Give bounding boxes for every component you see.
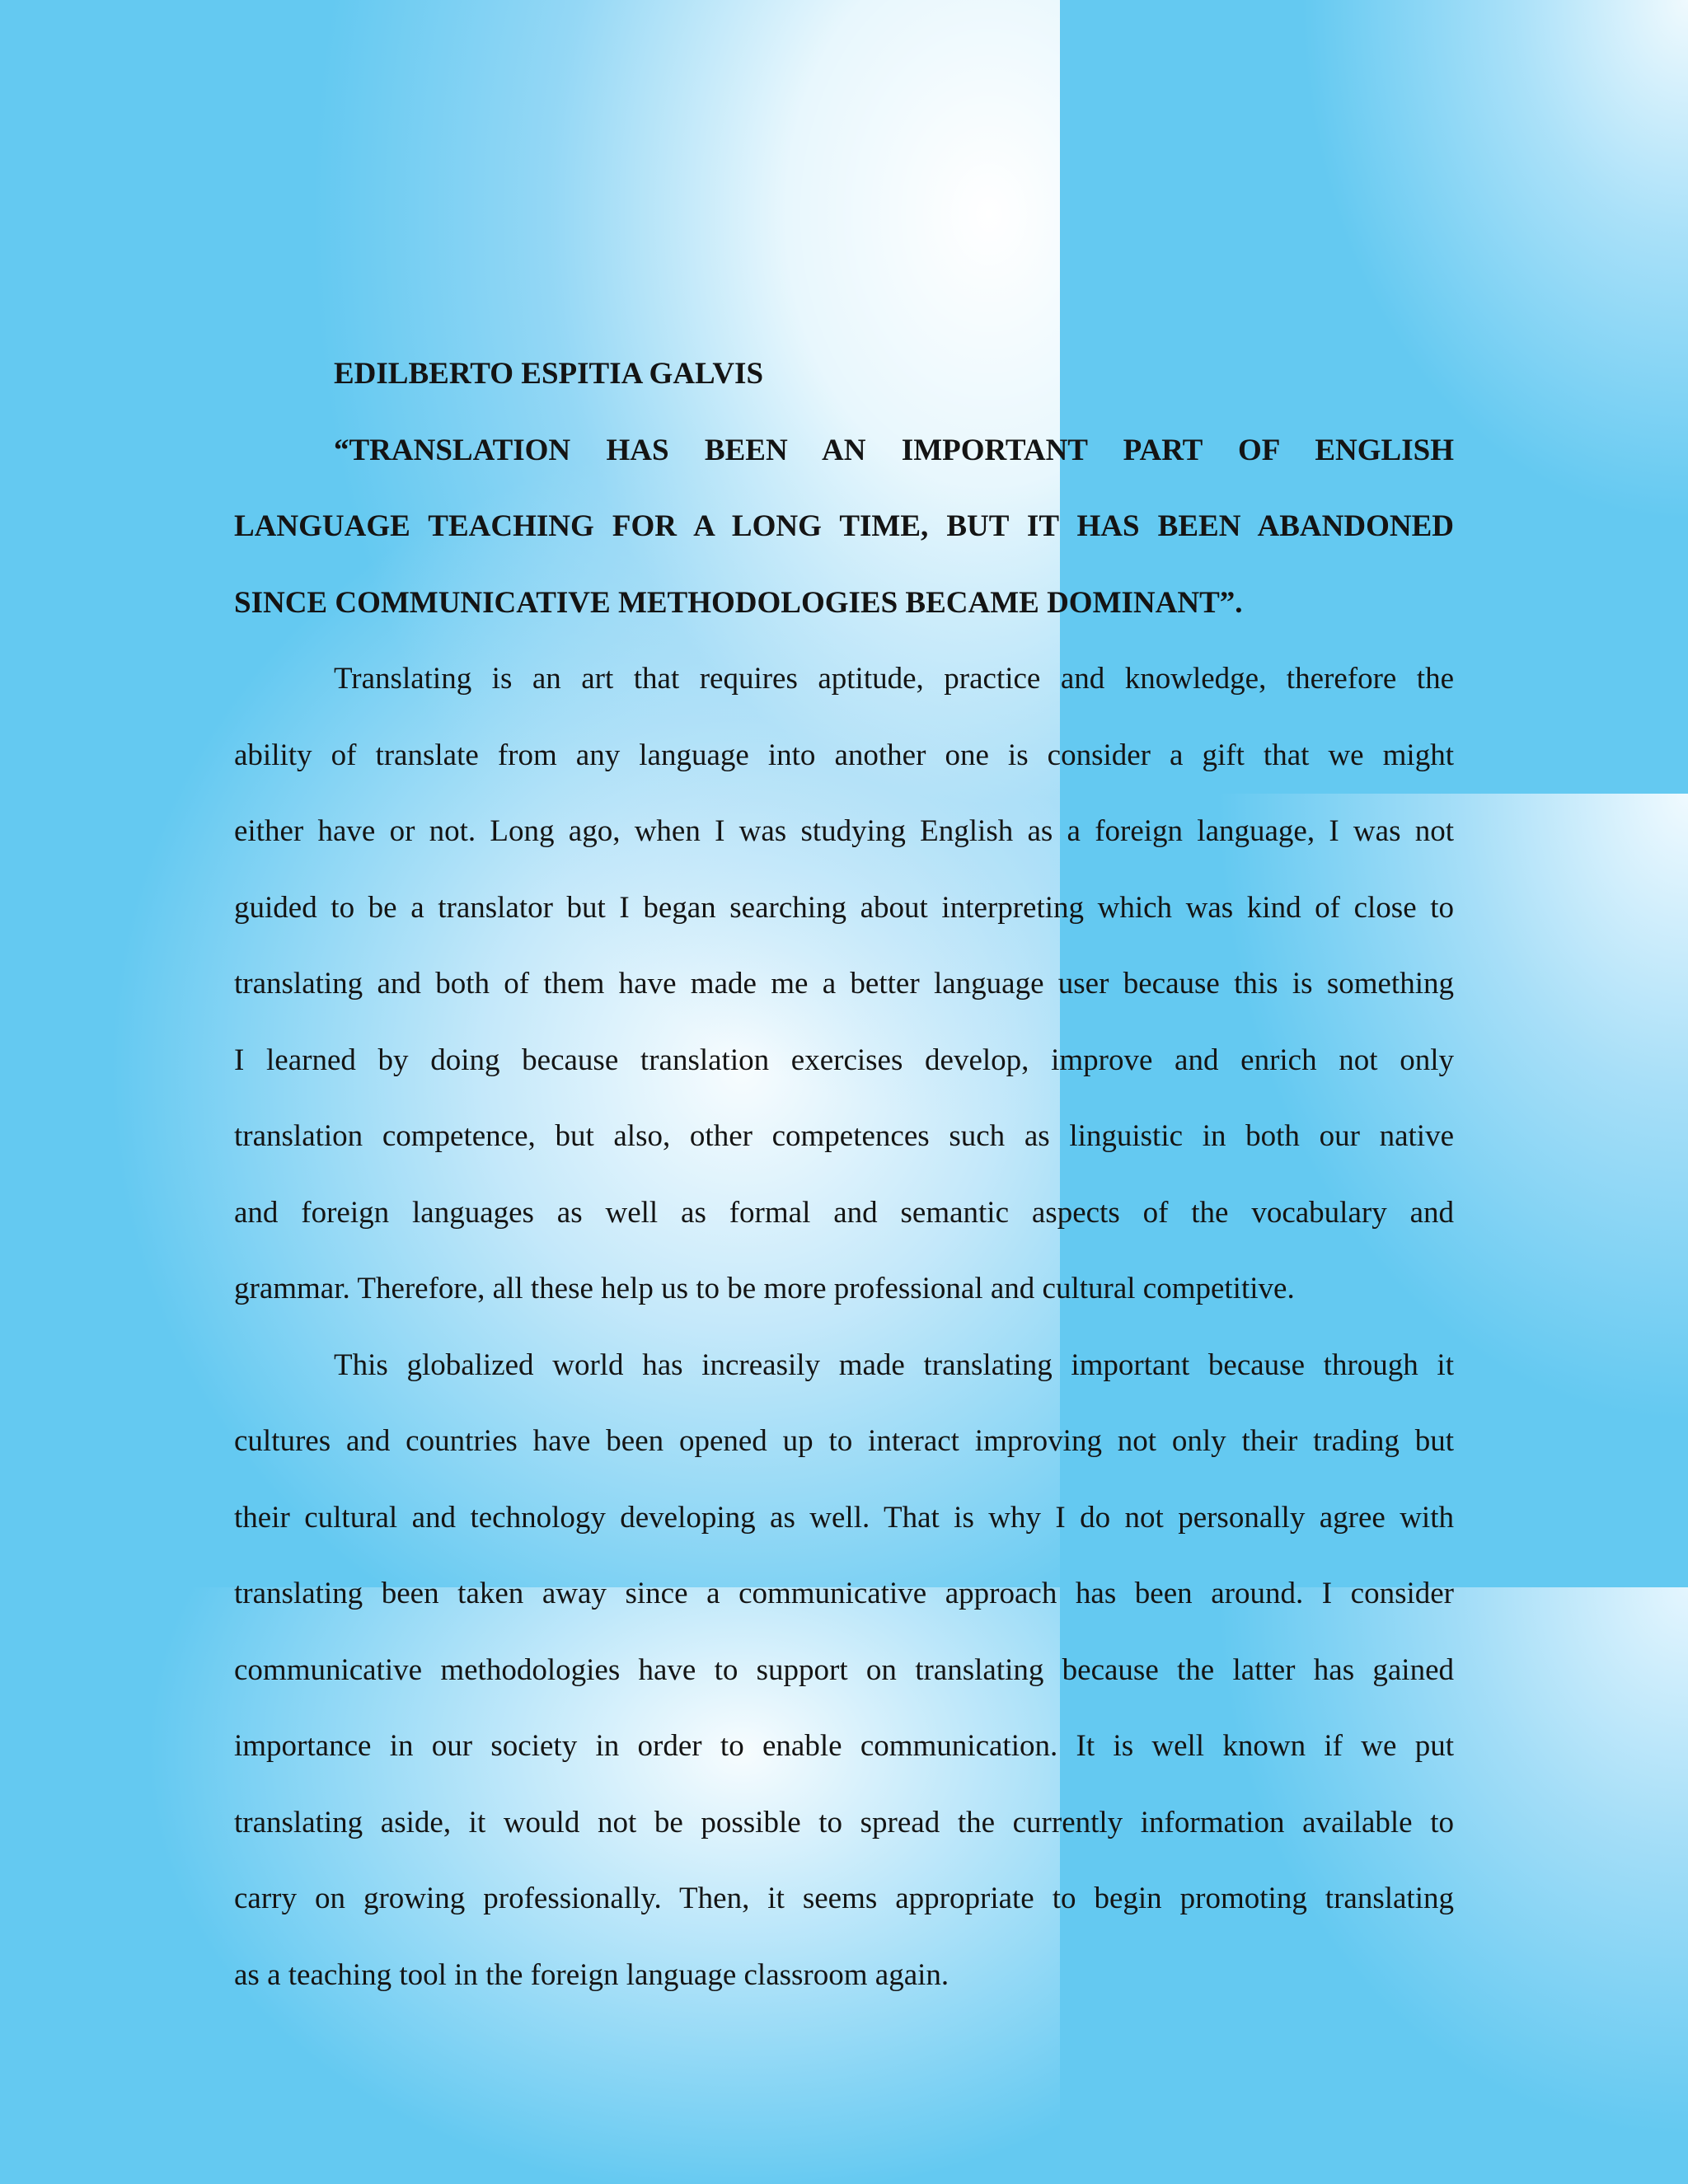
- paragraph-line: guided to be a translator but I began searching about interpreting which was kind of close to: [234, 890, 1454, 925]
- paragraph-line: translating aside, it would not be possible to spread the currently information available to: [234, 1805, 1454, 1840]
- paragraph-line: cultures and countries have been opened up to interact improving not only their trading but: [234, 1424, 1454, 1458]
- paragraph-line: Translating is an art that requires aptitude, practice and knowledge, therefore the: [334, 662, 1454, 696]
- paragraph-line: and foreign languages as well as formal and semantic aspects of the vocabulary and: [234, 1195, 1454, 1230]
- paragraph-line: as a teaching tool in the foreign language classroom again.: [234, 1957, 950, 1992]
- paragraph-line: either have or not. Long ago, when I was studying English as a foreign language, I was not: [234, 814, 1454, 848]
- paragraph-line: translating been taken away since a communicative approach has been around. I consider: [234, 1577, 1454, 1610]
- paragraph-1: [234, 641, 1454, 1328]
- paragraph-line: translating and both of them have made me a better language user because this is something: [234, 967, 1454, 1001]
- title-line: SINCE COMMUNICATIVE METHODOLOGIES BECAME DOMINANT”.: [234, 585, 1243, 620]
- title-line: LANGUAGE TEACHING FOR A LONG TIME, BUT IT HAS BEEN ABANDONED: [234, 509, 1454, 543]
- paragraph-line: ability of translate from any language into another one is consider a gift that we might: [234, 738, 1454, 772]
- paragraph-line: This globalized world has increasily made translating important because through it: [334, 1347, 1454, 1382]
- paragraph-2: [234, 1328, 1454, 2014]
- paragraph-line: carry on growing professionally. Then, it seems appropriate to begin promoting translating: [234, 1882, 1454, 1915]
- document-page: [234, 336, 1454, 2013]
- author-name: EDILBERTO ESPITIA GALVIS: [334, 357, 764, 391]
- paragraph-line: importance in our society in order to enable communication. It is well known if we put: [234, 1729, 1454, 1763]
- essay-title: [234, 413, 1454, 642]
- title-line: “TRANSLATION HAS BEEN AN IMPORTANT PART OF ENGLISH: [334, 433, 1454, 467]
- paragraph-line: translation competence, but also, other competences such as linguistic in both our native: [234, 1119, 1454, 1153]
- paragraph-line: grammar. Therefore, all these help us to be more professional and cultural competitive.: [234, 1272, 1295, 1305]
- paragraph-line: their cultural and technology developing as well. That is why I do not personally agree with: [234, 1500, 1454, 1535]
- paragraph-line: communicative methodologies have to support on translating because the latter has gained: [234, 1652, 1454, 1687]
- paragraph-line: I learned by doing because translation exercises develop, improve and enrich not only: [234, 1043, 1454, 1077]
